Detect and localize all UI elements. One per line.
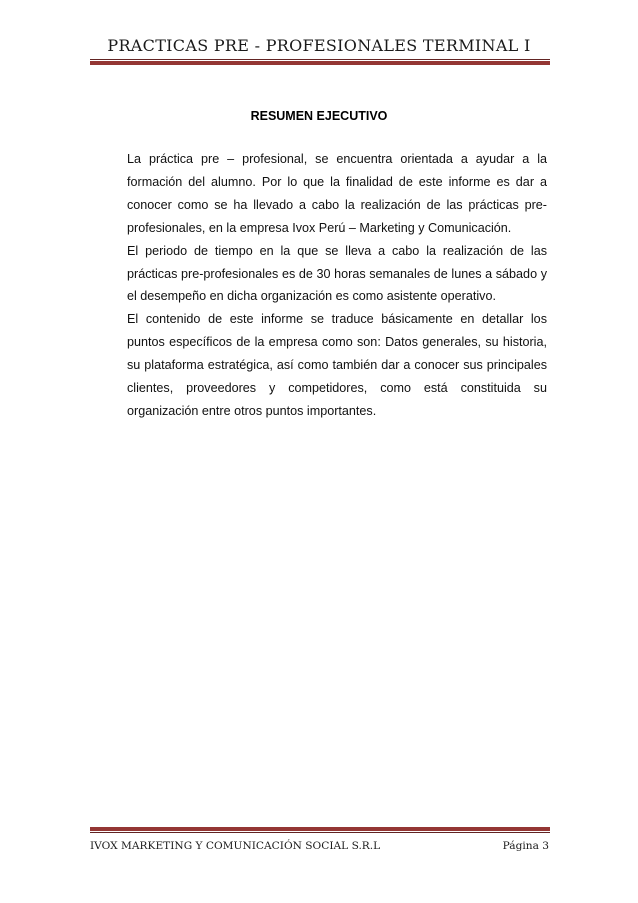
- section-title: RESUMEN EJECUTIVO: [250, 109, 388, 123]
- paragraph-intro: La práctica pre – profesional, se encuentra orientada a ayudar a la formación del alumno. Por lo que la finalidad de este informe es dar a conocer como se ha llevado a cabo la realización de las prácticas pre-profesionales, en la empresa Ivox Perú – Marketing y Comunicación.: [127, 152, 547, 235]
- footer-company: IVOX MARKETING Y COMUNICACIÓN SOCIAL S.R.L: [90, 840, 381, 852]
- footer-rule-thick: [90, 827, 550, 831]
- header-title: PRACTICAS PRE - PROFESIONALES TERMINAL I: [107, 36, 531, 55]
- body-text: [127, 148, 547, 423]
- footer-page-number: Página 3: [502, 840, 549, 852]
- header-rule-thin: [90, 59, 550, 60]
- paragraph-content: El contenido de este informe se traduce básicamente en detallar los puntos específicos de la empresa como son: Datos generales, su historia, su plataforma estratégica, así como también dar a conocer sus principales clientes, proveedores y competidores, como está constituida su organización entre otros puntos importantes.: [127, 312, 547, 418]
- header-rule-thick: [90, 61, 550, 65]
- footer-rule-thin: [90, 832, 550, 833]
- paragraph-period: El periodo de tiempo en la que se lleva a cabo la realización de las prácticas pre-profesionales es de 30 horas semanales de lunes a sábado y el desempeño en dicha organización es como asistente operativo.: [127, 243, 547, 304]
